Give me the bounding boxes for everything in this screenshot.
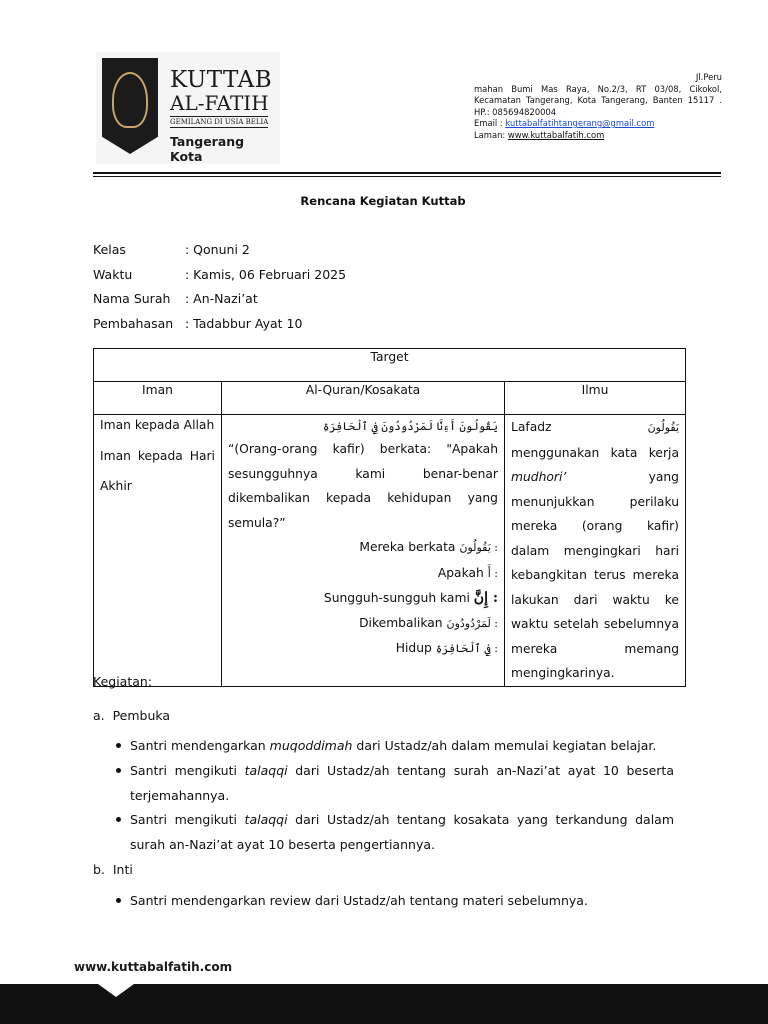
list-item: Santri mendengarkan review dari Ustadz/ah tentang materi sebelumnya.: [112, 889, 674, 914]
cell-iman: [94, 415, 222, 687]
info-key: Kelas: [93, 242, 126, 257]
footer-url: www.kuttabalfatih.com: [74, 960, 233, 974]
list-item: Santri mengikuti talaqqi dari Ustadz/ah tentang surah an-Nazi’at ayat 10 beserta terjemahannya.: [112, 759, 674, 808]
info-value: : Qonuni 2: [185, 242, 250, 257]
info-row-pembahasan: [93, 316, 302, 331]
logo-city: Tangerang Kota: [170, 134, 245, 164]
cell-quran: [222, 415, 505, 687]
address-line1: Jl.Peru: [695, 72, 722, 82]
header-divider: [93, 172, 721, 174]
logo-text-line2: AL-FATIH: [170, 91, 269, 115]
kegiatan-label: Kegiatan:: [93, 674, 153, 689]
list-item: Santri mengikuti talaqqi dari Ustadz/ah tentang kosakata yang terkandung dalam surah an-Nazi’at ayat 10 beserta pengertiannya.: [112, 808, 674, 857]
kosakata-row: Mereka berkata : يَقُولُونَ: [359, 540, 498, 554]
info-key: Pembahasan: [93, 316, 174, 331]
cell-ilmu: [505, 415, 686, 687]
address-line2: mahan Bumi Mas Raya, No.2/3, RT 03/08, Cikokol, Kecamatan Tangerang, Kota Tangerang, Banten 15117 . HP.: 085694820004: [474, 83, 722, 117]
header-divider-thin: [93, 176, 721, 177]
ilmu-text: Lafadz يَقُولُونَ menggunakan kata kerja mudhori’ yang menunjukkan perilaku mereka (orang kafir) dalam mengingkari hari kebangkitan terus mereka lakukan dari waktu ke waktu setelah sebelumnya mereka memang mengingkarinya.: [511, 420, 679, 680]
iman-item: Iman kepada Allah: [100, 418, 215, 432]
info-key: Nama Surah: [93, 291, 171, 306]
col-header-ilmu: Ilmu: [505, 382, 686, 415]
logo-emblem-icon: [102, 58, 158, 154]
footer-notch: [98, 984, 134, 997]
info-value: : An-Nazi’at: [185, 291, 258, 306]
kosakata-row: Sungguh-sungguh kami : إِنَّ: [323, 590, 498, 606]
info-row-waktu: [93, 267, 346, 282]
target-header: Target: [94, 349, 686, 382]
kosakata-row: Apakah : أَ: [437, 565, 498, 580]
kosakata-row: Hidup : فِي ٱلْحَافِرَةِ: [395, 641, 498, 655]
col-header-quran: Al-Quran/Kosakata: [222, 382, 505, 415]
info-row-kelas: [93, 242, 250, 257]
list-item: Santri mendengarkan muqoddimah dari Ustadz/ah dalam memulai kegiatan belajar.: [112, 734, 674, 759]
address-block: [474, 72, 722, 141]
ayat-translation: “(Orang-orang kafir) berkata: "Apakah sesungguhnya kami benar-benar dikembalikan kepada kehidupan yang semula?”: [228, 442, 498, 530]
email-label: Email :: [474, 118, 503, 128]
kosakata-row: Dikembalikan : لَمَرْدُودُونَ: [359, 615, 498, 630]
info-key: Waktu: [93, 267, 133, 282]
logo-tagline: GEMILANG DI USIA BELIA: [170, 118, 269, 126]
section-b-heading: b. Inti: [93, 862, 133, 877]
ayat-arabic: يَقُولُونَ أَءِنَّا لَمَرْدُودُونَ فِي ٱلْحَافِرَةِ: [322, 420, 498, 433]
kuttab-logo: [96, 52, 280, 164]
web-label: Laman:: [474, 129, 506, 140]
email-link[interactable]: kuttabalfatihtangerang@gmail.com: [505, 118, 655, 128]
col-header-iman: Iman: [94, 382, 222, 415]
web-link[interactable]: www.kuttabalfatih.com: [507, 129, 605, 140]
info-value: : Kamis, 06 Februari 2025: [185, 267, 347, 282]
document-title: Rencana Kegiatan Kuttab: [300, 194, 466, 208]
target-table: [93, 348, 686, 687]
info-value: : Tadabbur Ayat 10: [185, 316, 303, 331]
section-a-heading: a. Pembuka: [93, 708, 171, 723]
logo-text-line1: KUTTAB: [170, 67, 273, 93]
info-row-surah: [93, 291, 258, 306]
iman-item-line2: Iman kepada Hari: [100, 449, 215, 463]
iman-item-line3: Akhir: [100, 479, 132, 493]
